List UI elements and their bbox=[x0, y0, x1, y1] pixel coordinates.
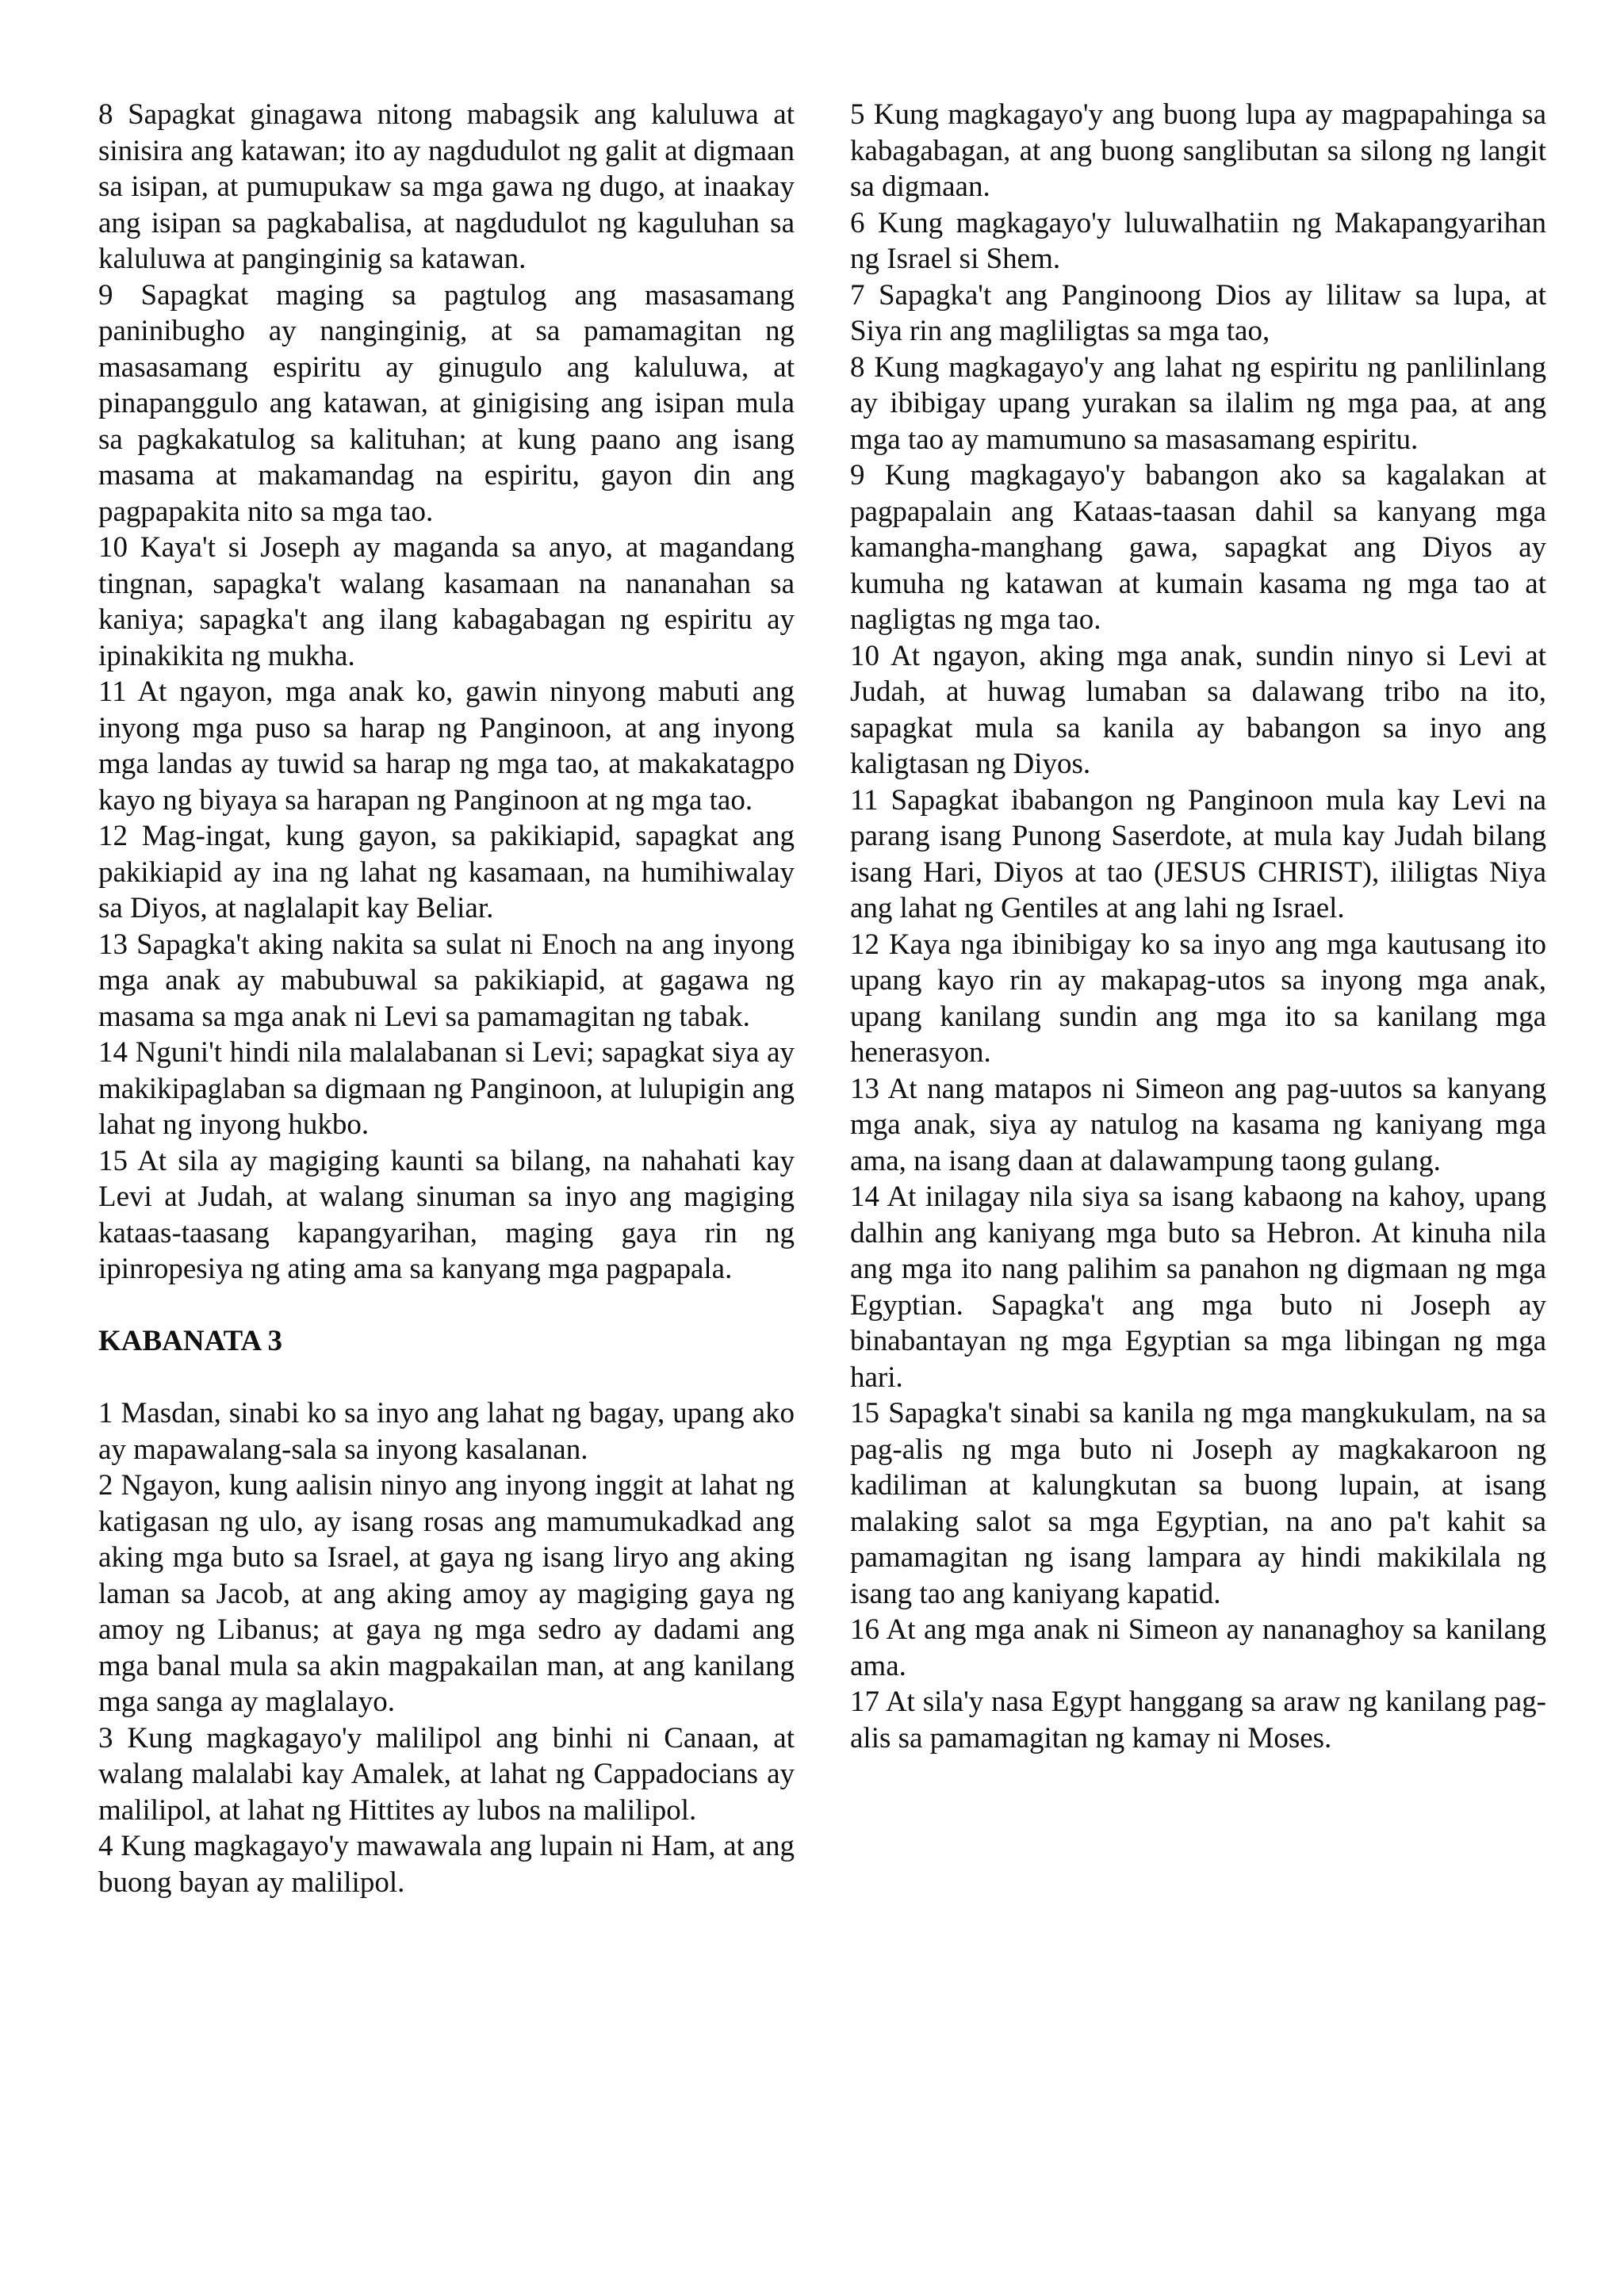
verse: 3 Kung magkagayo'y malilipol ang binhi ni Canaan, at walang malalabi kay Amalek, at lahat ng Cappadocians ay malilipol, at lahat ng Hittites ay lubos na malilipol. bbox=[98, 1721, 795, 1827]
left-column bbox=[98, 97, 795, 1900]
verse: 12 Kaya nga ibinibigay ko sa inyo ang mga kautusang ito upang kayo rin ay makapag-utos sa inyong mga anak, upang kanilang sundin ang mga ito sa kanilang mga henerasyon. bbox=[850, 928, 1546, 1069]
verse: 10 Kaya't si Joseph ay maganda sa anyo, at magandang tingnan, sapagka't walang kasamaan na nananahan sa kaniya; sapagka't ang ilang kabagabagan ng espiritu ay ipinakikita ng mukha. bbox=[98, 531, 795, 672]
verse: 11 Sapagkat ibabangon ng Panginoon mula kay Levi na parang isang Punong Saserdote, at mula kay Judah bilang isang Hari, Diyos at tao (JESUS CHRIST), ililigtas Niya ang lahat ng Gentiles at ang lahi ng Israel. bbox=[850, 783, 1546, 924]
verse: 12 Mag-ingat, kung gayon, sa pakikiapid, sapagkat ang pakikiapid ay ina ng lahat ng kasamaan, na humihiwalay sa Diyos, at naglalapit kay Beliar. bbox=[98, 820, 795, 924]
verse: 15 Sapagka't sinabi sa kanila ng mga mangkukulam, na sa pag-alis ng mga buto ni Joseph ay magkakaroon ng kadiliman at kalungkutan sa buong lupain, at isang malaking salot sa mga Egyptian, na ano pa't kahit sa pamamagitan ng isang lampara ay hindi makikilala ng isang tao ang kaniyang kapatid. bbox=[850, 1397, 1546, 1610]
verse: 5 Kung magkagayo'y ang buong lupa ay magpapahinga sa kabagabagan, at ang buong sanglibutan sa silong ng langit sa digmaan. bbox=[850, 98, 1546, 203]
spacer bbox=[98, 1288, 795, 1324]
verse: 17 At sila'y nasa Egypt hanggang sa araw ng kanilang pag-alis sa pamamagitan ng kamay ni Moses. bbox=[850, 1686, 1546, 1755]
verse: 8 Kung magkagayo'y ang lahat ng espiritu ng panlilinlang ay ibibigay upang yurakan sa ilalim ng mga paa, at ang mga tao ay mamumuno sa masasamang espiritu. bbox=[850, 350, 1546, 456]
verse: 1 Masdan, sinabi ko sa inyo ang lahat ng bagay, upang ako ay mapawalang-sala sa inyong kasalanan. bbox=[98, 1397, 795, 1466]
verse: 6 Kung magkagayo'y luluwalhatiin ng Makapangyarihan ng Israel si Shem. bbox=[850, 206, 1546, 275]
verse: 14 At inilagay nila siya sa isang kabaong na kahoy, upang dalhin ang kaniyang mga buto sa Hebron. At kinuha nila ang mga ito nang palihim sa panahon ng digmaan ng mga Egyptian. Sapagka't ang mga buto ni Joseph ay binabantayan ng mga Egyptian sa mga libingan ng mga hari. bbox=[850, 1181, 1546, 1394]
verse: 9 Sapagkat maging sa pagtulog ang masasamang paninibugho ay nanginginig, at sa pamamagitan ng masasamang espiritu ay ginugulo ang kaluluwa, at pinapanggulo ang katawan, at ginigising ang isipan mula sa pagkakatulog sa kalituhan; at kung paano ang isang masama at makamandag na espiritu, gayon din ang pagpapakita nito sa mga tao. bbox=[98, 278, 795, 528]
verse: 2 Ngayon, kung aalisin ninyo ang inyong inggit at lahat ng katigasan ng ulo, ay isang rosas ang mamumukadkad ang aking mga buto sa Israel, at gaya ng isang liryo ang aking laman sa Jacob, at ang aking amoy ay magiging gaya ng amoy ng Libanus; at gaya ng mga sedro ay dadami ang mga banal mula sa akin magpakailan man, at ang kanilang mga sanga ay maglalayo. bbox=[98, 1469, 795, 1718]
verse: 9 Kung magkagayo'y babangon ako sa kagalakan at pagpapalain ang Kataas-taasan dahil sa kanyang mga kamangha-manghang gawa, sapagkat ang Diyos ay kumuha ng katawan at kumain kasama ng mga tao at nagligtas ng mga tao. bbox=[850, 459, 1546, 636]
verse: 13 Sapagka't aking nakita sa sulat ni Enoch na ang inyong mga anak ay mabubuwal sa pakikiapid, at gagawa ng masama sa mga anak ni Levi sa pamamagitan ng tabak. bbox=[98, 928, 795, 1033]
verse: 14 Nguni't hindi nila malalabanan si Levi; sapagkat siya ay makikipaglaban sa digmaan ng Panginoon, at lulupigin ang lahat ng inyong hukbo. bbox=[98, 1036, 795, 1141]
verse: 4 Kung magkagayo'y mawawala ang lupain ni Ham, at ang buong bayan ay malilipol. bbox=[98, 1830, 795, 1899]
chapter-heading: KABANATA 3 bbox=[98, 1325, 282, 1357]
verse: 13 At nang matapos ni Simeon ang pag-uutos sa kanyang mga anak, siya ay natulog na kasama ng kaniyang mga ama, na isang daan at dalawampung taong gulang. bbox=[850, 1072, 1546, 1177]
spacer bbox=[98, 1360, 795, 1396]
verse: 10 At ngayon, aking mga anak, sundin ninyo si Levi at Judah, at huwag lumaban sa dalawang tribo na ito, sapagkat mula sa kanila ay babangon sa inyo ang kaligtasan ng Diyos. bbox=[850, 639, 1546, 780]
verse: 16 At ang mga anak ni Simeon ay nananaghoy sa kanilang ama. bbox=[850, 1613, 1546, 1682]
verse: 11 At ngayon, mga anak ko, gawin ninyong mabuti ang inyong mga puso sa harap ng Panginoon, at ang inyong mga landas ay tuwid sa harap ng mga tao, at makakatagpo kayo ng biyaya sa harapan ng Panginoon at ng mga tao. bbox=[98, 675, 795, 817]
right-column bbox=[850, 97, 1546, 1756]
verse: 15 At sila ay magiging kaunti sa bilang, na nahahati kay Levi at Judah, at walang sinuman sa inyo ang magiging kataas-taasang kapangyarihan, maging gaya rin ng ipinropesiya ng ating ama sa kanyang mga pagpapala. bbox=[98, 1144, 795, 1285]
verse: 7 Sapagka't ang Panginoong Dios ay lilitaw sa lupa, at Siya rin ang magliligtas sa mga tao, bbox=[850, 278, 1546, 347]
verse: 8 Sapagkat ginagawa nitong mabagsik ang kaluluwa at sinisira ang katawan; ito ay nagdudulot ng galit at digmaan sa isipan, at pumupukaw sa mga gawa ng dugo, at inaakay ang isipan sa pagkabalisa, at nagdudulot ng kaguluhan sa kaluluwa at panginginig sa katawan. bbox=[98, 98, 795, 275]
